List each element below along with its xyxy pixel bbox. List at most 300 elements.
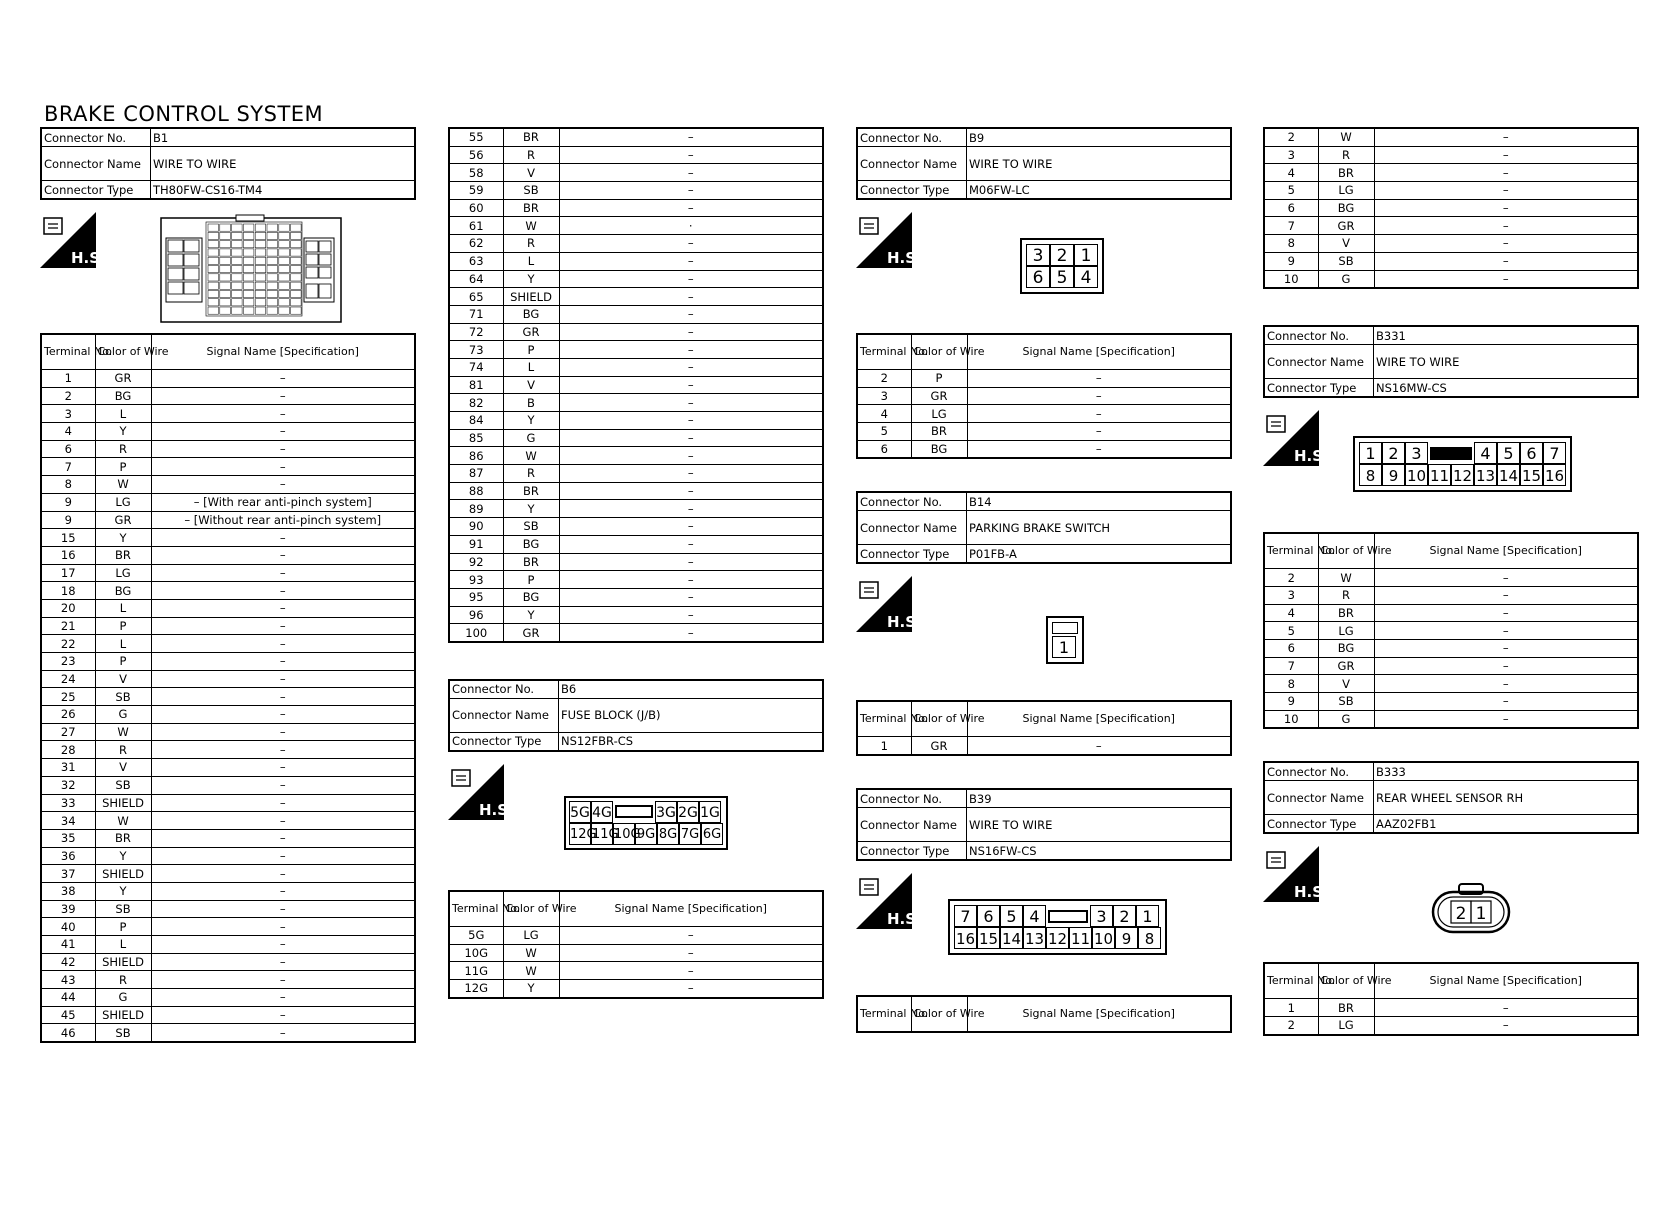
signal-cell: –	[1374, 270, 1638, 288]
header-signal: Signal Name [Specification]	[1374, 533, 1638, 569]
connector-type: M06FW-LC	[967, 181, 1232, 200]
header-terminal: Terminal No.	[41, 334, 95, 370]
color-cell: BG	[1318, 639, 1374, 657]
table-row	[41, 741, 415, 759]
signal-cell: – [Without rear anti-pinch system]	[151, 511, 415, 529]
color-cell: R	[503, 465, 559, 483]
pin-table-b1	[40, 333, 416, 1043]
table-row	[41, 688, 415, 706]
signal-cell: –	[559, 518, 823, 536]
terminal-cell: 64	[449, 270, 503, 288]
header-signal: Signal Name [Specification]	[1374, 963, 1638, 999]
terminal-cell: 32	[41, 776, 95, 794]
svg-text:H.S.: H.S.	[479, 800, 514, 819]
pin-12G: 12G	[569, 823, 591, 845]
color-cell: SB	[1318, 252, 1374, 270]
color-cell: LG	[1318, 182, 1374, 200]
label-connector-type: Connector Type	[857, 842, 967, 861]
terminal-cell: 4	[857, 405, 911, 423]
connector-figure-b14	[856, 564, 1232, 700]
signal-cell: –	[151, 564, 415, 582]
pin-7: 7	[954, 905, 977, 927]
column-1	[40, 127, 416, 1043]
connector-no: B1	[151, 128, 416, 147]
color-cell: Y	[95, 423, 151, 441]
pin-12: 12	[1046, 927, 1069, 949]
color-cell: LG	[1318, 622, 1374, 640]
terminal-cell: 42	[41, 953, 95, 971]
terminal-cell: 3	[41, 405, 95, 423]
color-cell: LG	[503, 926, 559, 944]
signal-cell: –	[151, 635, 415, 653]
terminal-cell: 43	[41, 971, 95, 989]
terminal-cell: 10	[1264, 710, 1318, 728]
terminal-cell: 1	[857, 737, 911, 755]
label-connector-no: Connector No.	[857, 128, 967, 147]
color-cell: SB	[503, 182, 559, 200]
header-color: Color of Wire	[911, 334, 967, 370]
terminal-cell: 81	[449, 376, 503, 394]
terminal-cell: 2	[857, 370, 911, 388]
terminal-cell: 18	[41, 582, 95, 600]
pin-cell	[291, 257, 302, 264]
signal-cell: –	[967, 737, 1231, 755]
signal-cell: –	[151, 370, 415, 388]
color-cell: P	[503, 341, 559, 359]
pin-cell	[220, 282, 231, 289]
signal-cell: –	[151, 847, 415, 865]
color-cell: BG	[1318, 199, 1374, 217]
signal-cell: –	[559, 447, 823, 465]
pin-cell	[208, 307, 219, 314]
terminal-cell: 45	[41, 1006, 95, 1024]
terminal-cell: 2	[41, 387, 95, 405]
pin-cell	[208, 241, 219, 248]
pin-16: 16	[954, 927, 977, 949]
pin-cell	[255, 282, 266, 289]
terminal-cell: 85	[449, 429, 503, 447]
signal-cell: –	[559, 182, 823, 200]
pin-cell	[243, 307, 254, 314]
signal-cell: –	[559, 571, 823, 589]
terminal-cell: 28	[41, 741, 95, 759]
pin-cell	[267, 232, 278, 239]
header-signal: Signal Name [Specification]	[967, 996, 1231, 1032]
pin-5G: 5G	[569, 801, 591, 823]
header-color: Color of Wire	[503, 891, 559, 927]
lock-bar	[615, 805, 653, 818]
pin-cell	[220, 241, 231, 248]
connector-info-b39	[856, 788, 1232, 861]
table-row	[1264, 999, 1638, 1017]
signal-cell: –	[1374, 622, 1638, 640]
column-3	[856, 127, 1232, 1033]
table-row	[41, 599, 415, 617]
connector-name: WIRE TO WIRE	[151, 147, 416, 181]
terminal-cell: 93	[449, 571, 503, 589]
table-row	[1264, 182, 1638, 200]
signal-cell: –	[151, 971, 415, 989]
terminal-cell: 7	[41, 458, 95, 476]
color-cell: V	[1318, 675, 1374, 693]
pin-11: 11	[1428, 464, 1451, 486]
terminal-cell: 63	[449, 252, 503, 270]
color-cell: SHIELD	[95, 1006, 151, 1024]
color-cell: Y	[95, 847, 151, 865]
pin-cell	[267, 241, 278, 248]
lock-bar	[1048, 910, 1088, 923]
pin-1: 1	[1475, 904, 1487, 925]
signal-cell: –	[151, 723, 415, 741]
table-row	[449, 571, 823, 589]
signal-cell: –	[151, 582, 415, 600]
label-connector-name: Connector Name	[41, 147, 151, 181]
pin-cell	[291, 266, 302, 273]
connector-info-b14	[856, 491, 1232, 564]
pin-2: 2	[1050, 244, 1074, 266]
signal-cell: –	[1374, 657, 1638, 675]
pin-cell	[232, 257, 243, 264]
pin-cell	[279, 274, 290, 281]
table-row	[1264, 569, 1638, 587]
table-row	[41, 511, 415, 529]
pin-12: 12	[1451, 464, 1474, 486]
color-cell: BG	[503, 588, 559, 606]
signal-cell: –	[559, 341, 823, 359]
header-terminal: Terminal No.	[857, 334, 911, 370]
connector-lock	[1428, 442, 1474, 464]
connector-figure-b1	[40, 200, 416, 333]
color-cell: W	[95, 723, 151, 741]
terminal-cell: 40	[41, 918, 95, 936]
label-connector-name: Connector Name	[449, 698, 559, 732]
connector-info-b9	[856, 127, 1232, 200]
pin-cell	[255, 224, 266, 231]
color-cell: Y	[503, 500, 559, 518]
terminal-cell: 72	[449, 323, 503, 341]
table-row	[1264, 252, 1638, 270]
signal-cell: –	[1374, 604, 1638, 622]
signal-cell: –	[151, 900, 415, 918]
terminal-cell: 3	[1264, 586, 1318, 604]
pin-16: 16	[1543, 464, 1566, 486]
pin-table-b9	[856, 333, 1232, 459]
color-cell: V	[95, 670, 151, 688]
table-row	[41, 546, 415, 564]
connector-face-b1	[160, 214, 342, 324]
connector-type: TH80FW-CS16-TM4	[151, 181, 416, 200]
table-row	[41, 582, 415, 600]
pin-cell	[208, 266, 219, 273]
pin-cell	[267, 307, 278, 314]
color-cell: BR	[503, 553, 559, 571]
signal-cell: –	[1374, 999, 1638, 1017]
signal-cell: – [With rear anti-pinch system]	[151, 493, 415, 511]
connector-figure-b331	[1263, 398, 1639, 532]
color-cell: BR	[503, 128, 559, 146]
color-cell: P	[503, 571, 559, 589]
table-row	[41, 493, 415, 511]
hs-icon	[448, 764, 514, 820]
color-cell: Y	[503, 412, 559, 430]
terminal-cell: 34	[41, 812, 95, 830]
lock-bar	[1430, 447, 1472, 460]
header-terminal: Terminal No.	[449, 891, 503, 927]
table-row	[41, 706, 415, 724]
pin-15: 15	[977, 927, 1000, 949]
terminal-cell: 23	[41, 653, 95, 671]
terminal-cell: 1	[41, 370, 95, 388]
color-cell: G	[503, 429, 559, 447]
color-cell: GR	[911, 737, 967, 755]
pin-cell	[243, 290, 254, 297]
pin-cell	[208, 299, 219, 306]
terminal-cell: 38	[41, 882, 95, 900]
color-cell: R	[95, 741, 151, 759]
table-row	[449, 376, 823, 394]
pin-13: 13	[1023, 927, 1046, 949]
pin-cell	[267, 266, 278, 273]
label-connector-no: Connector No.	[1264, 762, 1374, 781]
color-cell: W	[503, 962, 559, 980]
pin-cell	[267, 299, 278, 306]
signal-cell: –	[151, 865, 415, 883]
table-row	[449, 235, 823, 253]
table-row	[1264, 217, 1638, 235]
header-terminal: Terminal No.	[1264, 963, 1318, 999]
table-row	[449, 252, 823, 270]
pin-cell	[279, 307, 290, 314]
table-row	[41, 387, 415, 405]
terminal-cell: 39	[41, 900, 95, 918]
color-cell: GR	[1318, 217, 1374, 235]
terminal-cell: 33	[41, 794, 95, 812]
table-row	[449, 447, 823, 465]
connector-figure-b6	[448, 752, 824, 890]
pin-table-b14	[856, 700, 1232, 756]
pin-13: 13	[1474, 464, 1497, 486]
color-cell: GR	[95, 370, 151, 388]
connector-figure-b39	[856, 861, 1232, 995]
pin-1: 1	[1052, 636, 1076, 658]
pin-table-b1-continued	[448, 127, 824, 643]
pin-cell	[279, 290, 290, 297]
table-row	[449, 128, 823, 146]
terminal-cell: 31	[41, 759, 95, 777]
signal-cell: –	[559, 146, 823, 164]
table-row	[41, 759, 415, 777]
signal-cell: –	[559, 270, 823, 288]
table-row	[449, 944, 823, 962]
color-cell: BR	[95, 546, 151, 564]
color-cell: G	[1318, 270, 1374, 288]
pin-2: 2	[1382, 442, 1405, 464]
header-terminal: Terminal No.	[857, 701, 911, 737]
table-row	[1264, 604, 1638, 622]
signal-cell: –	[1374, 569, 1638, 587]
header-color: Color of Wire	[1318, 963, 1374, 999]
table-row	[41, 829, 415, 847]
terminal-cell: 1	[1264, 999, 1318, 1017]
pin-cell	[220, 290, 231, 297]
table-row	[1264, 164, 1638, 182]
color-cell: Y	[95, 882, 151, 900]
pin-cell	[279, 257, 290, 264]
terminal-cell: 2	[1264, 569, 1318, 587]
label-connector-name: Connector Name	[857, 147, 967, 181]
terminal-cell: 10G	[449, 944, 503, 962]
pin-cell	[291, 249, 302, 256]
pin-cell	[279, 266, 290, 273]
signal-cell: ·	[559, 217, 823, 235]
terminal-cell: 86	[449, 447, 503, 465]
color-cell: L	[95, 635, 151, 653]
terminal-cell: 60	[449, 199, 503, 217]
pin-cell	[243, 241, 254, 248]
label-connector-name: Connector Name	[1264, 781, 1374, 815]
color-cell: Y	[503, 980, 559, 998]
signal-cell: –	[559, 535, 823, 553]
color-cell: BR	[911, 423, 967, 441]
signal-cell: –	[559, 394, 823, 412]
pin-cell	[291, 274, 302, 281]
signal-cell: –	[151, 1006, 415, 1024]
color-cell: GR	[911, 387, 967, 405]
pin-cell	[255, 232, 266, 239]
connector-face-b331	[1353, 436, 1572, 492]
pin-11G: 11G	[591, 823, 613, 845]
terminal-cell: 5	[857, 423, 911, 441]
terminal-cell: 12G	[449, 980, 503, 998]
terminal-cell: 10	[1264, 270, 1318, 288]
pin-cell	[208, 224, 219, 231]
label-connector-type: Connector Type	[857, 545, 967, 564]
pin-cell	[243, 266, 254, 273]
hs-icon	[40, 212, 106, 268]
connector-info-b331	[1263, 325, 1639, 398]
color-cell: R	[1318, 586, 1374, 604]
table-row	[857, 440, 1231, 458]
svg-text:H.S.: H.S.	[887, 249, 922, 267]
label-connector-no: Connector No.	[857, 789, 967, 808]
signal-cell: –	[151, 440, 415, 458]
svg-text:H.S.: H.S.	[887, 910, 922, 929]
connector-info-b333	[1263, 761, 1639, 834]
table-row	[41, 405, 415, 423]
color-cell: L	[95, 599, 151, 617]
signal-cell: –	[559, 235, 823, 253]
table-row	[41, 635, 415, 653]
label-connector-name: Connector Name	[857, 808, 967, 842]
table-row	[41, 476, 415, 494]
terminal-cell: 9	[41, 493, 95, 511]
page-title: BRAKE CONTROL SYSTEM	[44, 102, 324, 126]
color-cell: LG	[95, 564, 151, 582]
signal-cell: –	[1374, 586, 1638, 604]
color-cell: V	[1318, 235, 1374, 253]
color-cell: W	[503, 217, 559, 235]
connector-face-b39	[948, 899, 1167, 955]
color-cell: BG	[95, 582, 151, 600]
connector-name: REAR WHEEL SENSOR RH	[1374, 781, 1639, 815]
signal-cell: –	[151, 670, 415, 688]
terminal-cell: 62	[449, 235, 503, 253]
color-cell: P	[95, 918, 151, 936]
pin-9G: 9G	[635, 823, 657, 845]
terminal-cell: 7	[1264, 217, 1318, 235]
pin-8G: 8G	[657, 823, 679, 845]
pin-cell	[255, 241, 266, 248]
signal-cell: –	[151, 1024, 415, 1042]
terminal-cell: 74	[449, 358, 503, 376]
label-connector-name: Connector Name	[857, 511, 967, 545]
terminal-cell: 22	[41, 635, 95, 653]
signal-cell: –	[967, 387, 1231, 405]
pin-cell	[232, 290, 243, 297]
pin-cell	[267, 257, 278, 264]
connector-type: AAZ02FB1	[1374, 815, 1639, 834]
table-row	[1264, 586, 1638, 604]
signal-cell: –	[151, 653, 415, 671]
terminal-cell: 7	[1264, 657, 1318, 675]
pin-cell	[220, 224, 231, 231]
color-cell: BG	[911, 440, 967, 458]
color-cell: P	[95, 617, 151, 635]
connector-lock	[613, 801, 655, 823]
signal-cell: –	[151, 741, 415, 759]
column-2	[448, 127, 824, 999]
terminal-cell: 9	[1264, 252, 1318, 270]
color-cell: Y	[95, 529, 151, 547]
color-cell: BR	[1318, 604, 1374, 622]
signal-cell: –	[151, 706, 415, 724]
pin-14: 14	[1000, 927, 1023, 949]
terminal-cell: 16	[41, 546, 95, 564]
pin-cell	[243, 299, 254, 306]
signal-cell: –	[559, 288, 823, 306]
table-row	[41, 776, 415, 794]
terminal-cell: 8	[1264, 235, 1318, 253]
hs-icon	[1263, 846, 1329, 902]
color-cell: L	[95, 405, 151, 423]
connector-type: NS16MW-CS	[1374, 379, 1639, 398]
table-row	[449, 217, 823, 235]
label-connector-type: Connector Type	[449, 732, 559, 751]
signal-cell: –	[559, 482, 823, 500]
signal-cell: –	[1374, 235, 1638, 253]
table-row	[41, 918, 415, 936]
terminal-cell: 17	[41, 564, 95, 582]
pin-10: 10	[1405, 464, 1428, 486]
connector-type: NS16FW-CS	[967, 842, 1232, 861]
table-row	[1264, 146, 1638, 164]
terminal-cell: 35	[41, 829, 95, 847]
terminal-cell: 6	[1264, 639, 1318, 657]
terminal-cell: 5G	[449, 926, 503, 944]
signal-cell: –	[559, 465, 823, 483]
pin-cell	[220, 257, 231, 264]
signal-cell: –	[559, 305, 823, 323]
terminal-cell: 56	[449, 146, 503, 164]
pin-9: 9	[1115, 927, 1138, 949]
signal-cell: –	[559, 164, 823, 182]
terminal-cell: 8	[41, 476, 95, 494]
signal-cell: –	[151, 812, 415, 830]
pin-cell	[208, 290, 219, 297]
terminal-cell: 21	[41, 617, 95, 635]
color-cell: GR	[503, 624, 559, 642]
color-cell: G	[95, 989, 151, 1007]
